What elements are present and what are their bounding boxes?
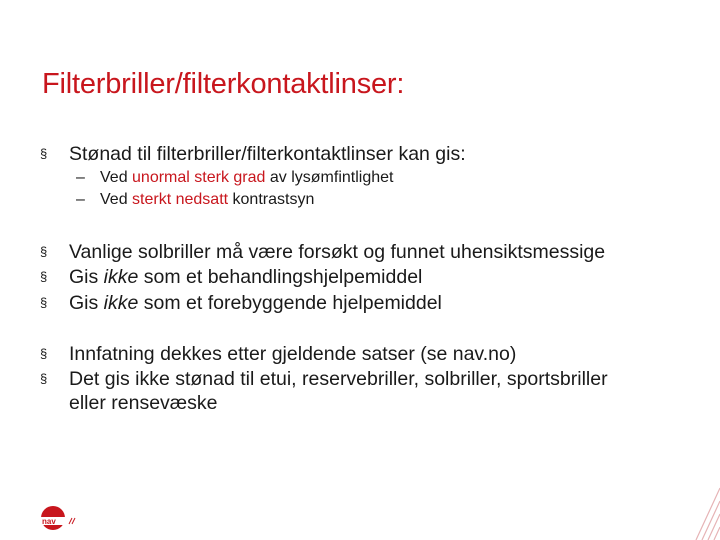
bullet-text: Gis xyxy=(69,266,104,288)
sub-bullet-text: Ved xyxy=(100,191,133,208)
bullet-marker: § xyxy=(40,146,48,161)
nav-logo-graphic xyxy=(36,505,82,535)
sub-bullet-text: av lysømfintlighet xyxy=(265,169,394,186)
slide-title: Filterbriller/filterkontaktlinser: xyxy=(42,68,405,100)
logo-text: nav xyxy=(42,517,56,526)
bullet-marker: § xyxy=(40,244,48,259)
sub-bullet-marker: – xyxy=(76,169,85,186)
bullet-item xyxy=(40,367,700,415)
sub-bullet-text: kontrastsyn xyxy=(228,191,315,208)
emphasis-text: ikke xyxy=(103,292,139,314)
sub-bullet-text: Ved xyxy=(100,169,133,186)
bullet-text: Stønad til filterbriller/filterkontaktlinser kan gis: xyxy=(69,143,466,165)
bullet-text: Innfatning dekkes etter gjeldende satser (se nav.no) xyxy=(69,343,517,365)
bullet-text: Vanlige solbriller må være forsøkt og funnet uhensiktsmessige xyxy=(69,241,606,263)
sub-bullet-item xyxy=(76,168,393,188)
bullet-text: Det gis ikke stønad til etui, reservebriller, solbriller, sportsbriller xyxy=(69,368,608,390)
bullet-item xyxy=(40,265,422,289)
bullet-text: Gis xyxy=(69,292,104,314)
bullet-marker: § xyxy=(40,295,48,310)
highlighted-text: sterkt nedsatt xyxy=(132,191,229,208)
bullet-text-continuation: eller rensevæske xyxy=(69,392,218,414)
highlighted-text: unormal sterk grad xyxy=(132,169,266,186)
bullet-item xyxy=(40,240,605,264)
bullet-marker: § xyxy=(40,346,48,361)
bullet-item xyxy=(40,291,442,315)
nav-logo-icon xyxy=(36,505,82,540)
bullet-marker: § xyxy=(40,371,48,386)
emphasis-text: ikke xyxy=(103,266,139,288)
bullet-text: som et forebyggende hjelpemiddel xyxy=(138,292,442,314)
sub-bullet-item xyxy=(76,190,314,210)
bullet-item xyxy=(40,142,466,166)
bullet-text: som et behandlingshjelpemiddel xyxy=(138,266,423,288)
bullet-item xyxy=(40,342,516,366)
bullet-marker: § xyxy=(40,269,48,284)
sub-bullet-marker: – xyxy=(76,191,85,208)
decorative-stripes xyxy=(690,470,720,540)
